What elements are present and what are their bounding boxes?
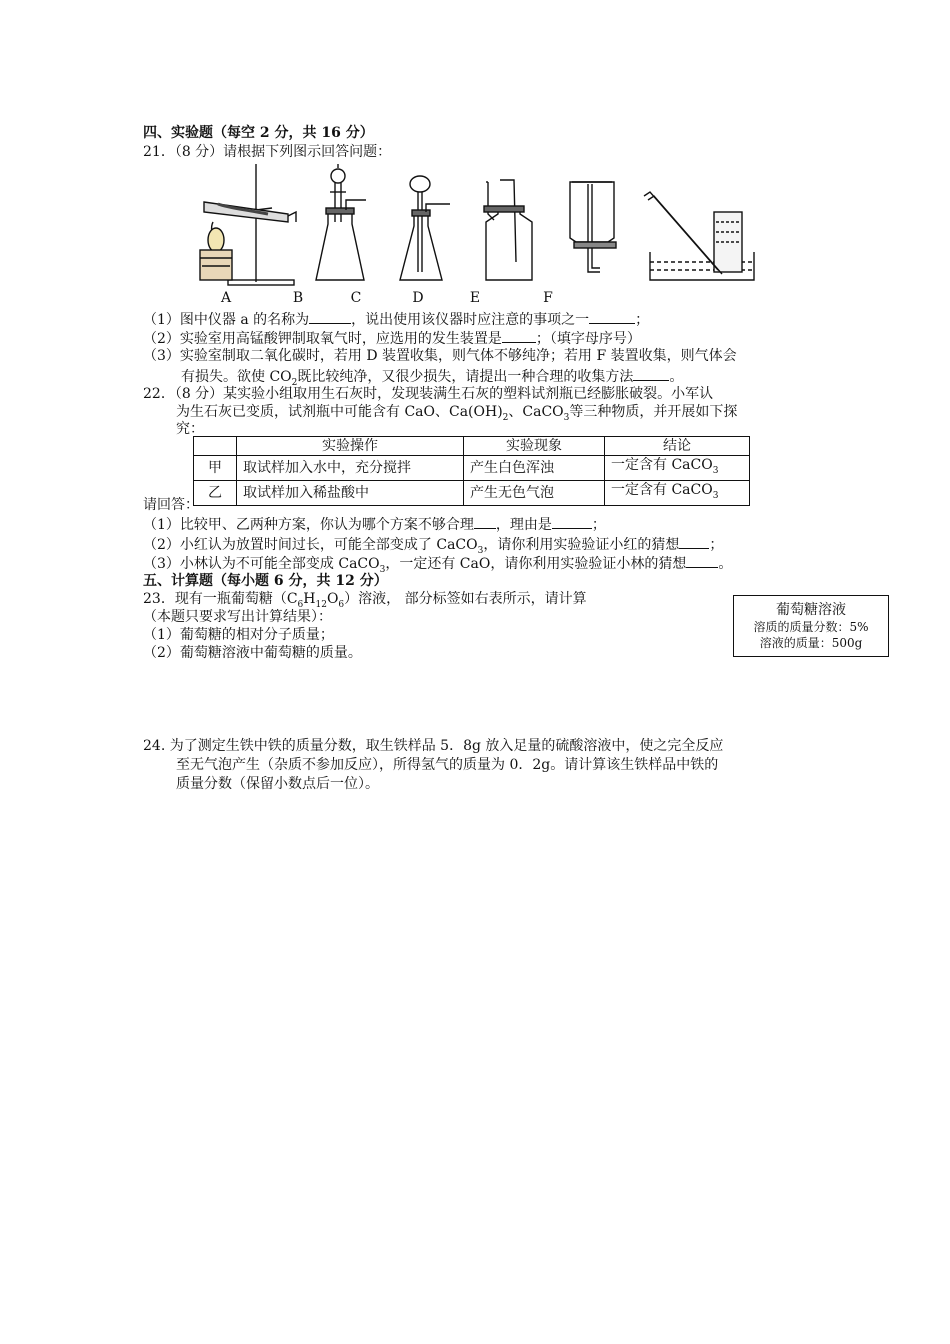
row-conclusion: 一定含有 CaCO$_3$	[605, 456, 750, 481]
q22-answer2: （2）小红认为放置时间过长，可能全部变成了 CaCO$_3$，请你利用实验验证小红的猜想 ；	[143, 534, 723, 560]
apparatus-b-icon	[316, 164, 366, 280]
q22-line3: 究：	[176, 421, 204, 437]
answer-blank[interactable]	[633, 366, 669, 381]
table-header-cell: 实验操作	[237, 437, 464, 456]
answer-blank[interactable]	[589, 309, 635, 324]
apparatus-c-icon	[400, 176, 450, 280]
q23-line3: （1）葡萄糖的相对分子质量；	[143, 627, 334, 643]
apparatus-f-icon	[644, 192, 754, 280]
q23-line4: （2）葡萄糖溶液中葡萄糖的质量。	[143, 645, 362, 661]
row-operation: 取试样加入水中，充分搅拌	[237, 456, 464, 481]
q22-line2: 为生石灰已变质，试剂瓶中可能含有 CaO、$Ca(OH)_2$、CaCO$_3$等三种物质，并开展如下探	[176, 404, 738, 423]
row-observation: 产生白色浑浊	[464, 456, 605, 481]
q22-line1: 22．（8 分）某实验小组取用生石灰时，发现装满生石灰的塑料试剂瓶已经膨胀破裂。小军认	[143, 386, 714, 402]
table-header-cell: 实验现象	[464, 437, 605, 456]
section5-heading: 五、计算题（每小题 6 分，共 12 分）	[143, 573, 388, 589]
q21-part2: （2）实验室用高锰酸钾制取氧气时，应选用的发生装置是 ；（填字母序号）	[143, 328, 641, 348]
answer-blank[interactable]	[679, 534, 709, 549]
q22-answer1: （1）比较甲、乙两种方案，你认为哪个方案不够合理 ，理由是 ；	[143, 514, 606, 534]
label-b: B	[292, 290, 304, 306]
row-conclusion: 一定含有 CaCO$_3$	[605, 480, 750, 505]
table-row	[194, 480, 750, 505]
table-header-row	[194, 437, 750, 456]
table-row	[194, 456, 750, 481]
label-a: A	[220, 290, 232, 306]
label-c: C	[350, 290, 362, 306]
row-operation: 取试样加入稀盐酸中	[237, 480, 464, 505]
label-e: E	[469, 290, 481, 306]
glucose-label-box	[733, 595, 889, 657]
row-id: 甲	[194, 456, 237, 481]
section4-heading: 四、实验题（每空 2 分，共 16 分）	[143, 125, 374, 141]
label-f: F	[543, 290, 553, 306]
table-header-cell: 结论	[605, 437, 750, 456]
experiment-table	[193, 436, 750, 506]
label-mass: 溶液的质量：500g	[759, 636, 863, 650]
apparatus-d-icon	[484, 180, 532, 280]
label-d: D	[412, 290, 424, 306]
q21-intro: 21．（8 分）请根据下列图示回答问题：	[143, 144, 392, 160]
answer-blank[interactable]	[309, 309, 351, 324]
q21-part1: （1）图中仪器 a 的名称为 ，说出使用该仪器时应注意的事项之一 ；	[143, 309, 649, 329]
apparatus-a-icon	[200, 164, 296, 285]
q23-line2: （本题只要求写出计算结果）：	[143, 609, 332, 625]
apparatus-figure	[188, 162, 768, 292]
row-id: 乙	[194, 480, 237, 505]
q24-line1: 24. 为了测定生铁中铁的质量分数，取生铁样品 5．8g 放入足量的硫酸溶液中，使之完全反应	[143, 738, 724, 754]
q21-part3-line2: 有损失。欲使 $CO_2$既比较纯净，又很少损失，请提出一种合理的收集方法 。	[181, 366, 683, 392]
table-header-cell	[194, 437, 237, 456]
q21-part3-line1: （3）实验室制取二氧化碳时，若用 D 装置收集，则气体不够纯净；若用 F 装置收集，则气体会	[143, 348, 737, 364]
label-title: 葡萄糖溶液	[776, 602, 846, 618]
q22-ask: 请回答：	[143, 497, 199, 513]
q24-line3: 质量分数（保留小数点后一位）。	[176, 776, 379, 792]
apparatus-e-icon	[570, 182, 616, 272]
q23-line1: 23．现有一瓶葡萄糖$(C_6H_{12}O_6)$溶液， 部分标签如右表所示，请计算	[143, 591, 587, 610]
answer-blank[interactable]	[552, 514, 592, 529]
row-observation: 产生无色气泡	[464, 480, 605, 505]
label-concentration: 溶质的质量分数：5%	[753, 620, 869, 634]
answer-blank[interactable]	[686, 553, 718, 568]
answer-blank[interactable]	[474, 514, 496, 529]
q22-answer3: （3）小林认为不可能全部变成 CaCO$_3$，一定还有 CaO，请你利用实验验证小林的猜想 。	[143, 553, 732, 579]
q24-line2: 至无气泡产生（杂质不参加反应），所得氢气的质量为 0．2g。请计算该生铁样品中铁的	[176, 757, 719, 773]
answer-blank[interactable]	[502, 328, 536, 343]
